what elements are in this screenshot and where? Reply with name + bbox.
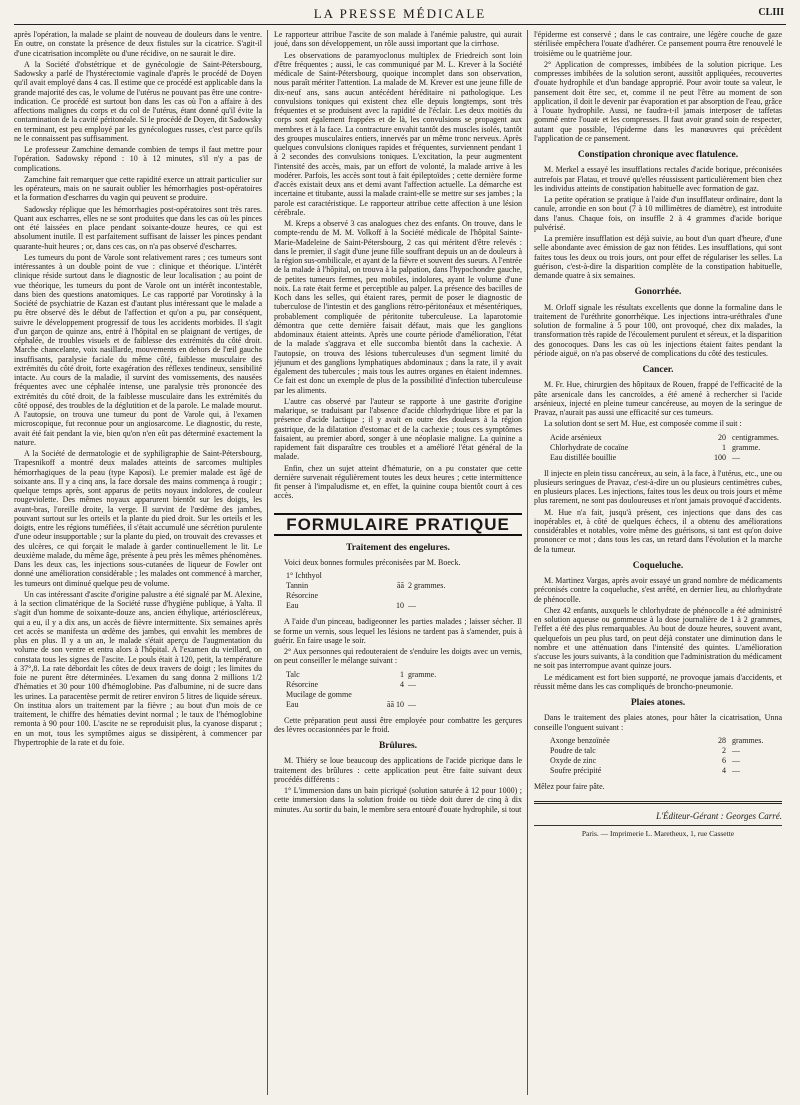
paragraph: Le médicament est fort bien supporté, ne provoque jamais d'accidents, et réussit même dans les cas compliqués de broncho-pneumonie. [534, 672, 782, 691]
formula-row: Chlorhydrate de cocaïne 1 gramme. [550, 442, 761, 452]
subsection-heading: Cancer. [642, 365, 674, 375]
formula-row: Axonge benzoïnée 28 grammes. [550, 735, 764, 745]
formula-row: Acide arsénieux 20 centigrammes. [550, 432, 779, 442]
paragraph: Un cas intéressant d'ascite d'origine palustre a été signalé par M. Alexine, à la section climatérique de la Société russe d'hygiène publique, à Yalta. Il s'agit d'un homme de soixante-douze ans, ancien éthylique, artérioscléreux, qui a eu, il y a dix ans, un accès de fièvre intermittente. Six semaines après cet accès se manifesta un œdème des jambes, qui envahit les membres de plus en plus. Il y a un an, le malade s'était aperçu de l'augmentation du volume de son ventre et entra alors à l'hôpital. A l'examen du vieillard, on constata tous les signes de l'ascite. Le pouls était à 120, petit, la température à 37°,8. La rate débordait les côtes de deux travers de doigt ; les limites du foie ne purent être déterminées. L'examen du sang donna 2 millions 1/2 d'hématies et 30 pour 100 d'hémoglobine. Pas d'albumine, ni de sucre dans les urines. La paracentèse permit de retirer environ 5 litres de liquide séreux. On institua alors un traitement par la fièvre ; au bout d'un mois de ce traitement, le chiffre des hématies devint normal ; le taux de l'hémoglobine remonta à 90 pour 100. L'ascite ne se reproduisit plus, la cyanose disparut ; en un mot, tous les symptômes aigus se dissipèrent, à commencer par l'hypertrophie de la rate et du foie. [14, 589, 262, 747]
column-divider [267, 30, 268, 1095]
paragraph: M. Orloff signale les résultats excellents que donne la formaline dans le traitement de l'uréthrite gonorrhéique. Les injections intra-uréthrales d'une solution de formaline à 5 pour 100, ont provoqué, chez dix malades, la transformation très rapide de l'écoulement purulent et séreux, et la disparition des gonocoques. Dans les cas où les injections étaient faites pendant la période aiguë, on n'a pas observé de complications du côté des testicules. [534, 302, 782, 358]
paragraph: Dans le traitement des plaies atones, pour hâter la cicatrisation, Unna conseille l'onguent suivant : [534, 713, 782, 732]
recipe-row: Tannin āā 2 grammes. [286, 581, 446, 591]
paragraph: A la Société de dermatologie et de syphiligraphie de Saint-Pétersbourg, Trapesnikoff a montré deux malades atteints de sarcomes multiples hémorrhagiques de la peau (type Kaposi). Le premier malade est âgé de soixante ans. Il y a cinq ans, la face dorsale des mains commença à rougir ; quelque temps après, sont apparus de petits noyaux indolores, de couleur rougeviolette. Des mêmes noyaux apparurent bientôt sur les doigts, les avant-bras, l'oreille droite, la verge. Il survint de l'œdème des jambes, pouvant surtout sur les orteils et la plante du pied droit. Sur les orteils et les doigts, entre les régions tuméfiées, il s'était accumulé une sécrétion purulente d'une odeur insupportable ; sur la plante du pied, on trouvait des crevasses et des ulcères, ce qui forçait le malade à garder continuellement le lit. Le deuxième malade, du même âge, présente à peu près les mêmes phénomènes. Dans les deux cas, les injections sous-cutanées de liqueur de Fowler ont donné une amélioration considérable ; les malades ont commencé à marcher, les tumeurs ont diminué quelque peu de volume. [14, 449, 262, 588]
column-3 [534, 30, 782, 1092]
paragraph: L'autre cas observé par l'auteur se rapporte à une gastrite d'origine malarique, se traduisant par l'absence d'acide chlorhydrique libre et par la présence d'acide lactique ; il y avait en outre des douleurs à la région gastrique, de la dilatation d'estomac et de la cachexie ; tous ces symptômes faisaient, au premier abord, songer à une néoplasie maligne. La quinine a rapidement fait disparaître ces troubles et a amélioré l'état général de la malade. [274, 396, 522, 462]
subsection-heading: Coqueluche. [632, 560, 684, 571]
paragraph: Mêlez pour faire pâte. [534, 781, 605, 791]
subsection-heading: Plaies atones. [630, 698, 686, 708]
editor-line: L'Éditeur-Gérant : Georges Carré. [656, 811, 782, 821]
paragraph: M. Fr. Hue, chirurgien des hôpitaux de Rouen, frappé de l'efficacité de la pâte arsenicale dans les cancroïdes, a été amené à rechercher si l'acide arsénieux, injecté en pleine tumeur cancéreuse, au moyen de la seringue de Pravaz, n'aurait pas aussi une efficacité sur ces tumeurs. [534, 380, 782, 417]
formula-row: Oxyde de zinc 6 — [550, 755, 740, 765]
formula-list [550, 433, 782, 463]
paragraph: La première insufflation est déjà suivie, au bout d'un quart d'heure, d'une selle abondante avec émission de gaz non fétides. Les insufflations, qui sont faites tous les deux ou trois jours, ont pour effet de régulariser les selles. La guérison, c'est-à-dire la disparition complète de la constipation habituelle, demande quatre à six semaines. [534, 234, 782, 280]
paragraph: Sadowsky réplique que les hémorrhagies post-opératoires sont très rares. Quant aux escharres, elles ne se sont produites que dans les cas où les pinces ont été laissées en place pendant soixante-douze heures, ce qui est absolument inutile. Il est parfaitement suffisant de laisser les pinces pendant quarante-huit heures ; or, dans ces cas, on n'a pas observé d'escharres. [14, 204, 262, 251]
paragraph: Chez 42 enfants, auxquels le chlorhydrate de phénocolle a été administré en solution aqueuse ou gommeuse à la dose journalière de 1 à 2 grammes, l'effet a été des plus remarquables. Au bout de douze heures, souvent avant, quelquefois un peu plus tard, on peut déjà constater une diminution dans le nombre et une atténuation dans l'intensité des quintes. L'amélioration s'accuse les jours suivants, à la condition que l'administration du médicament ne soit pas interrompue avant quinze jours. [534, 605, 782, 671]
paragraph: 2° Aux personnes qui redouteraient de s'enduire les doigts avec un vernis, on peut conseiller le mélange suivant : [274, 647, 522, 666]
paragraph: M. Thiéry se loue beaucoup des applications de l'acide picrique dans le traitement des brûlures : cette application peut être faite suivant deux procédés différents : [274, 756, 522, 784]
paragraph: l'épiderme est conservé ; dans le cas contraire, une légère couche de gaze stérilisée empêchera l'ouate d'adhérer. Ce pansement pourra être renouvelé le troisième ou le quatrième jour. [534, 30, 782, 58]
recipe-row: Talc 1 gramme. [286, 669, 437, 679]
paragraph: Les observations de paramyoclonus multiplex de Friedreich sont loin d'être fréquentes ; aussi, le cas communiqué par M. L. Krever à la Société médicale de Saint-Pétersbourg, quoique incomplet dans son observation, nous paraît mériter l'attention. La malade de M. Krever est une jeune fille de dix-neuf ans, sans aucun antécédent héréditaire ni pathologique. Les convulsions toniques qui existent chez elle depuis longtemps, sont très fréquentes et se produisent avec la rapidité de l'éclair. Les deux moitiés du corps sont également frappées et de là, les convulsions se propagent aux membres et à la face. La contracture envahit tantôt des muscles isolés, tantôt des groupes musculaires entiers, innervés par un même tronc nerveux. Après quelques convulsions cloniques rapides et fréquentes, surviennent pendant 1 à 2 secondes des convulsions toniques. L'excitation, la peur augmentent l'intensité des accès, mais, par un effort de volonté, la malade arrive à les modérer. Parfois, les accès sont tout à fait épileptoïdes ; cette dernière forme d'accès existait deux ans et demi avant l'affection actuelle. La démarche est incertaine et titubante, aussi la malade craint-elle se mettre sur ses jambes ; la parole est caractéristique. Le rapporteur attribue cette affection à une lésion cérébrale. [274, 50, 522, 217]
paragraph: Les tumeurs du pont de Varole sont relativement rares ; ces tumeurs sont intéressantes à un double point de vue : clinique et théorique. L'intérêt clinique réside surtout dans le diagnostic de leur localisation ; au point de vue théorique, les tumeurs du pont de Varole ont un intérêt incontestable, dans bien des questions anatomiques. Le cas rapporté par Vorotinsky à la Société de psychiatrie de Kazan est d'autant plus intéressant que le malade a pu être observé dès le début de l'affection et qu'on a pu, par conséquent, suivre le développement progressif de tous les accidents morbides. Il s'agit d'un garçon de quinze ans, entré à l'hôpital en se plaignant de vertiges, de céphalée, de troubles visuels et de faiblesse des extrémités du côté droit. Marche chancelante, voix nasillarde, mouvements en dehors de l'œil gauche insuffisants, paralysie faciale du même côté, faiblesse musculaire des extrémités du côté droit, forte exagération des réflexes tendineux, sensibilité intacte. Au cours de la maladie, il survint des vomissements, des nausées fréquentes avec une céphalée intense, une paralysie très prononcée des extrémités du côté droit, de la faiblesse musculaire dans les extrémités du côté opposé, des troubles de la déglutition et de la parole. Le malade mourut. A l'autopsie, on trouva une tumeur du pont de Varole qui, à l'examen microscopique, fut reconnue pour un angiosarcome. Le diagnostic, du reste, avait été fait pendant la vie, bien qu'on n'en eût pas déterminé exactement la nature. [14, 252, 262, 447]
recipe-row: Résorcine 4 — [286, 679, 416, 689]
subsection-heading: Gonorrhée. [634, 287, 682, 298]
paragraph: La solution dont se sert M. Hue, est composée comme il suit : [544, 419, 742, 429]
header-rule [14, 24, 786, 25]
paragraph: A la Société d'obstétrique et de gynécologie de Saint-Pétersbourg, Sadowsky a parlé de l'hystérectomie vaginale d'après le procédé de Doyen qu'il avait employé dans 4 cas. Il estime que ce procédé est applicable dans la grande majorité des cas, le volume de l'utérus ne pouvant pas être une contre-indication. Ce procédé est surtout bon dans les cas où l'on a affaire à des affections malignes du corps et du col de l'utérus, étant donné qu'il évite la contamination de la cavité péritonéale. Si le procédé de Doyen, dit Sadowsky en terminant, est peu employé par les gynécologues russes, c'est parce qu'ils ne le connaissent pas suffisamment. [14, 59, 262, 143]
paragraph: Zamchine fait remarquer que cette rapidité exerce un attrait particulier sur les opérateurs, mais on ne saurait oublier les hémorrhagies post-opératoires et la formation d'escharres du vagin qui peuvent se produire. [14, 174, 262, 203]
paragraph: M. Kreps a observé 3 cas analogues chez des enfants. On trouve, dans le compte-rendu de M. M. Volkoff à la Société médicale de l'hôpital Sainte-Marie-Madeleine de Saint-Pétersbourg, 2 cas qui méritent d'être relevés : dans le premier, il s'agit d'une jeune fille souffrant depuis un an de douleurs à la région sus-ombilicale, et ayant de la fièvre et souvent des sueurs. A l'entrée de la malade à l'hôpital, on trouva à la palpation, dans l'hypochondre gauche, de petites tumeurs fermes, peu mobiles, indolores, ayant le volume d'une noix. La rate était ferme et perceptible au palper. La présence des bacilles de Koch dans les selles, qui étaient rares, permit de poser le diagnostic de tuberculose de l'intestin et des ganglions rétro-péritonéaux et mésentériques, probablement compliquée de péritonite tuberculeuse. La laparotomie démontra que cette dernière faisait défaut, mais que les ganglions abdominaux étaient atteints. Après une courte période d'amélioration, l'état de la malade s'aggrava et elle succomba bientôt dans la cachexie. A l'autopsie, on trouva des lésions tuberculeuses d'un segment limité du jéjunum et des ganglions lymphatiques abdominaux ; dans la rate, il y avait également des tubercules ; mais tous les autres organes en étaient indemnes. Ce fait est donc un exemple de plus de la possibilité d'infection tuberculeuse par les aliments. [274, 219, 522, 395]
recipe-row: 1° Ichthyol [286, 571, 322, 581]
recipe-row: Eau 10 — [286, 601, 416, 611]
recipe-list [286, 571, 522, 611]
recipe-list [286, 670, 522, 710]
paragraph: 2° Application de compresses, imbibées de la solution picrique. Les compresses imbibées de la solution seront, aussitôt appliquées, recouvertes d'ouate hydrophile et d'un bandage approprié. Pour avoir toute sa valeur, le pansement doit être sec, et, comme il ne peut l'être au moment de son application, il doit le devenir par évaporation et par absorption de l'eau, grâce à l'ouate hydrophile. Aussi, ne faudra-t-il jamais interposer de taffetas gommé entre l'ouate et les compresses. Il faut avoir grand soin de respecter, autant que possible, l'épiderme dans les manœuvres qui précèdent l'application de ce pansement. [534, 59, 782, 143]
paragraph: Cette préparation peut aussi être employée pour combattre les gerçures des lèvres occasionnées par le froid. [274, 715, 522, 734]
recipe-row: Mucilage de gomme [286, 689, 352, 699]
running-header [14, 6, 786, 24]
paragraph: 1° L'immersion dans un bain picriqué (solution saturée à 12 pour 1000) ; cette immersion dans la solution froide ou tiède doit durer de cinq à dix minutes. Au sortir du bain, le membre sera entouré d'ouate hydrophile, si tout [274, 786, 522, 814]
paragraph: A l'aide d'un pinceau, badigeonner les parties malades ; laisser sécher. Il se forme un vernis, sous lequel les lésions ne tardent pas à s'amender, puis à guérir. En faire usage le soir. [274, 617, 522, 645]
journal-title: LA PRESSE MÉDICALE [313, 6, 487, 21]
paragraph: La petite opération se pratique à l'aide d'un insufflateur ordinaire, dont la canule, arrondie en son bout (7 à 10 millimètres de diamètre), est introduite dans l'anus. Chaque fois, on insuffle 2 à 4 grammes d'acide borique pulvérisé. [534, 195, 782, 232]
column-divider [527, 30, 528, 1095]
paragraph: Enfin, chez un sujet atteint d'hématurie, on a pu constater que cette dernière survenait régulièrement toutes les deux heures ; cette intermittence fit penser à l'impaludisme et, en effet, la quinine coupa bientôt court à ces accès. [274, 463, 522, 501]
subsection-heading: Traitement des engelures. [346, 542, 450, 553]
subsection-heading: Brûlures. [378, 741, 418, 751]
formula-row: Poudre de talc 2 — [550, 745, 740, 755]
paragraph: Il injecte en plein tissu cancéreux, au sein, à la face, à l'utérus, etc., une ou plusieurs seringues de Pravaz, c'est-à-dire un ou plusieurs centimètres cubes, en plusieurs places. Les injections, faites tous les deux ou trois jours et même plus rarement, ne sont pas douloureuses et n'ont jamais provoqué d'accidents. [534, 468, 782, 506]
recipe-row: Eau āā 10 — [286, 699, 416, 709]
formula-row: Soufre précipité 4 — [550, 765, 740, 775]
subsection-heading: Constipation chronique avec flatulence. [577, 150, 739, 160]
recipe-row: Résorcine [286, 591, 318, 601]
page-number: CLIII [758, 7, 784, 18]
paragraph: M. Hue n'a fait, jusqu'à présent, ces injections que dans des cas inopérables et, à côté de quelques échecs, il a obtenu des améliorations considérables et notables, voire même des guérisons, si tant est qu'on doive prononcer ce mot ; dans tous les cas, un retard dans l'évolution et la marche de la tumeur. [534, 507, 782, 554]
paragraph: Le professeur Zamchine demande combien de temps il faut mettre pour l'opération. Sadowsky répond : 10 à 12 minutes, s'il n'y a pas de complications. [14, 145, 262, 173]
formula-list [550, 736, 782, 776]
paragraph: M. Martinez Vargas, après avoir essayé un grand nombre de médicaments préconisés contre la coqueluche, s'est arrêté, en dernier lieu, au chlorhydrate de phénocolle. [534, 576, 782, 604]
printer-line: Paris. — Imprimerie L. Maretheux, 1, rue Cassette [534, 825, 782, 838]
paragraph: Voici deux bonnes formules préconisées par M. Boeck. [284, 558, 461, 567]
paragraph: après l'opération, la malade se plaint de nouveau de douleurs dans le ventre. En outre, on constate la présence de deux fistules sur la cicatrice. S'agit-il d'une cicatrisation incomplète ou d'une récidive, on ne saurait le dire. [14, 30, 262, 58]
section-title-formulaire: FORMULAIRE PRATIQUE [274, 513, 522, 536]
column-1 [14, 30, 262, 1092]
formula-row: Eau distillée bouillie 100 — [550, 452, 740, 462]
column-2 [274, 30, 522, 1092]
paragraph: M. Merkel a essayé les insufflations rectales d'acide borique, préconisées autrefois par Flatau, et trouvé qu'elles réussissent particulièrement bien chez les individus atteints de constipation habituelle avec formation de gaz. [534, 165, 782, 193]
double-rule [534, 801, 782, 804]
paragraph: Le rapporteur attribue l'ascite de son malade à l'anémie palustre, qui aurait joué, dans son développement, un rôle aussi important que la cirrhose. [274, 30, 522, 49]
